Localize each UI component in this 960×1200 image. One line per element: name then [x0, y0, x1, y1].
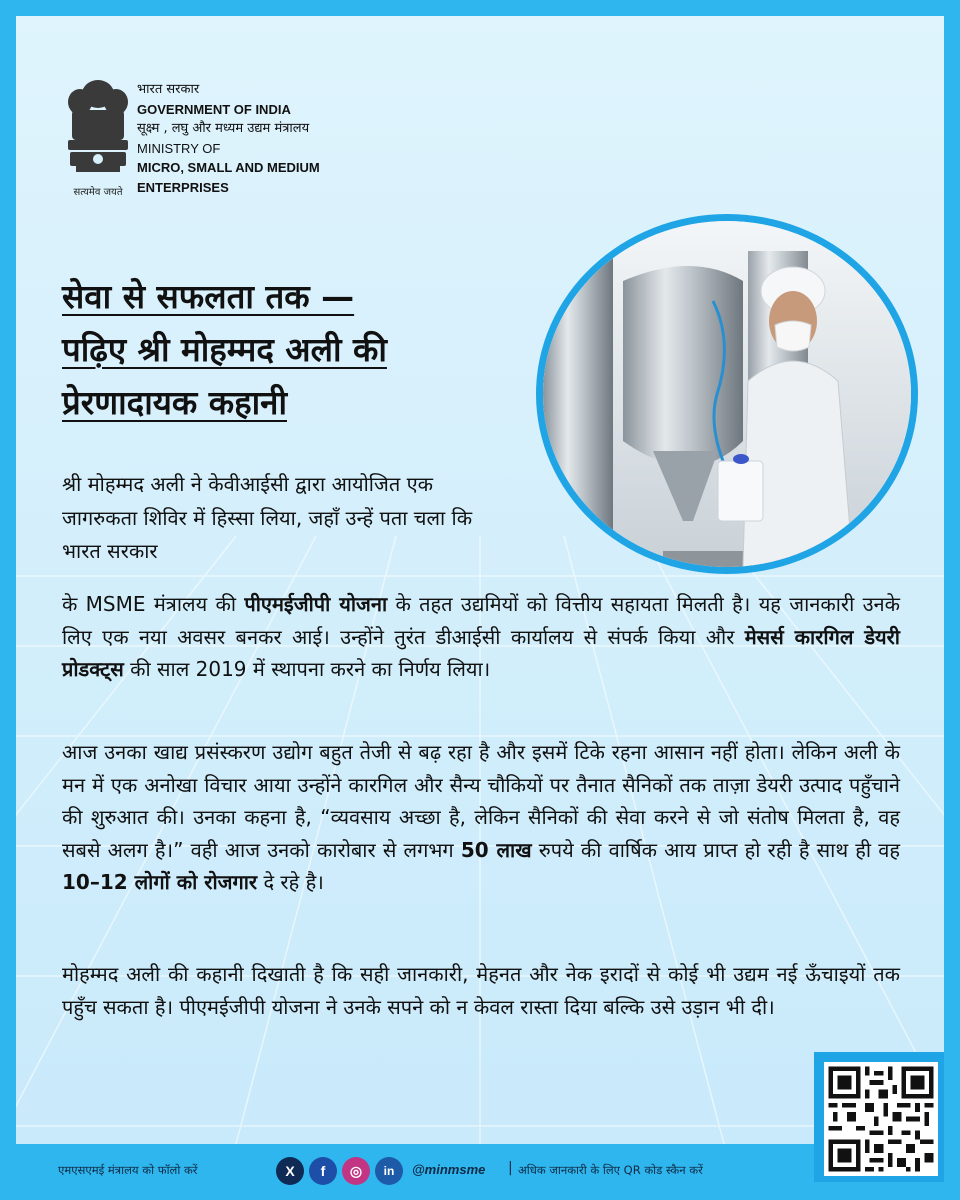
title-line-1: सेवा से सफलता तक —: [62, 277, 355, 316]
dairy-worker-illustration: [543, 221, 911, 567]
ministry-english-3: ENTERPRISES: [137, 179, 229, 195]
national-emblem-icon: [56, 66, 140, 196]
intro-paragraph: श्री मोहम्मद अली ने केवीआईसी द्वारा आयोजित एक जागरुकता शिविर में हिस्सा लिया, जहाँ उन्हें पता चला कि भारत सरकार: [62, 472, 473, 563]
text-run: रुपये की वार्षिक आय प्राप्त हो रही है साथ ही वह: [531, 837, 900, 862]
gov-english: GOVERNMENT OF INDIA: [137, 101, 291, 117]
qr-scan-note: अधिक जानकारी के लिए QR कोड स्कैन करें: [518, 1163, 703, 1177]
social-handle[interactable]: @minmsme: [412, 1162, 486, 1177]
title-line-3: प्रेरणादायक कहानी: [62, 383, 287, 422]
company-name: मेसर्स कारगिल डेयरी प्रोडक्ट्स: [62, 624, 900, 681]
footer-bar: [0, 1144, 960, 1200]
gov-hindi: भारत सरकार: [137, 82, 200, 97]
text-run: दे रहे है।: [257, 870, 324, 894]
page-title: [62, 270, 522, 429]
text-run: के तहत उद्यमियों को वित्तीय सहायता मिलती है। यह जानकारी उनके लिए एक नया अवसर बनकर आई। उन्होंने तुरंत डीआईसी कार्यालय से संपर्क किया और: [62, 592, 900, 649]
income-figure: 50 लाख: [460, 837, 532, 862]
ministry-hindi: सूक्ष्म , लघु और मध्यम उद्यम मंत्रालय: [137, 121, 310, 136]
x-icon[interactable]: X: [276, 1157, 304, 1185]
paragraph-conclusion: मोहम्मद अली की कहानी दिखाती है कि सही जानकारी, मेहनत और नेक इरादों से कोई भी उद्यम नई ऊँचाइयों तक पहुँच सकता है। पीएमईजीपी योजना ने उनके सपने को न केवल रास्ता दिया बल्कि उसे उड़ान भी दी।: [62, 962, 900, 1019]
paragraph-growth: [62, 736, 900, 899]
paragraph-scheme: [62, 588, 900, 686]
title-line-2: पढ़िए श्री मोहम्मद अली की: [62, 330, 387, 369]
emblem-motto: सत्यमेव जयते: [73, 187, 123, 198]
text-run: के MSME मंत्रालय की: [62, 592, 245, 616]
linkedin-icon[interactable]: in: [375, 1157, 403, 1185]
facebook-icon[interactable]: f: [309, 1157, 337, 1185]
scheme-name: पीएमईजीपी योजना: [244, 592, 388, 616]
footer-separator: |: [508, 1160, 513, 1176]
ministry-english-1: MINISTRY OF: [137, 140, 221, 156]
featured-photo: [536, 214, 918, 574]
instagram-icon[interactable]: ◎: [342, 1157, 370, 1185]
follow-label: एमएसएमई मंत्रालय को फॉलो करें: [58, 1163, 198, 1177]
ministry-header: [137, 80, 320, 197]
employment-figure: 10–12 लोगों को रोजगार: [62, 870, 258, 894]
text-run: आज उनका खाद्य प्रसंस्करण उद्योग बहुत तेजी से बढ़ रहा है और इसमें टिके रहना आसान नहीं होता। लेकिन अली के मन में एक अनोखा विचार आया उन्होंने कारगिल और सैन्य चौकियों पर तैनात सैनिकों तक ताज़ा डेयरी उत्पाद पहुँचाने की शुरुआत की। उनका कहना है, “व्यवसाय अच्छा है, लेकिन सैनिकों की सेवा करने से जो संतोष मिलता है, वह सबसे अलग है।” वही आज उनको कारोबार से लगभग: [62, 740, 900, 862]
text-run: की साल 2019 में स्थापना करने का निर्णय लिया।: [123, 657, 491, 681]
ministry-english-2: MICRO, SMALL AND MEDIUM: [137, 160, 320, 175]
